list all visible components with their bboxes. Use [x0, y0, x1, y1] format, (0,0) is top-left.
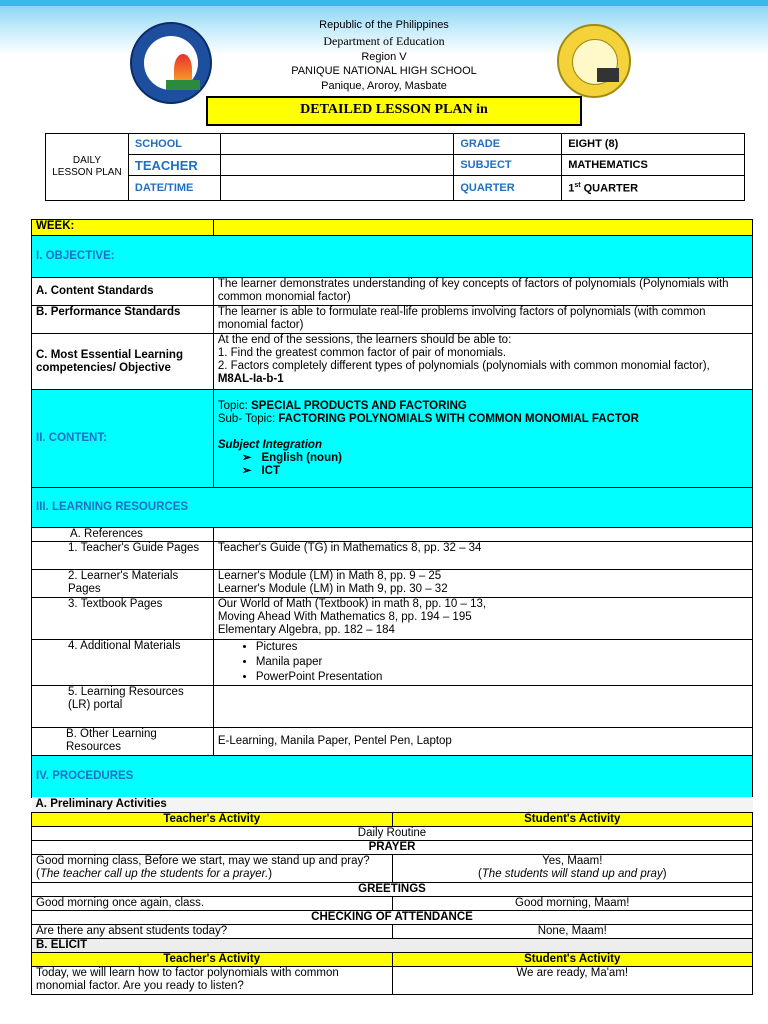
header-school: PANIQUE NATIONAL HIGH SCHOOL: [291, 65, 477, 77]
additional-materials-list: • Pictures • Manila paper • PowerPoint Presentation: [213, 640, 752, 686]
tg-text: Teacher's Guide (TG) in Mathematics 8, pp. 32 – 34: [213, 542, 752, 570]
greetings-heading: GREETINGS: [32, 882, 753, 896]
school-label: SCHOOL: [128, 134, 220, 155]
greetings-teacher: Good morning once again, class.: [32, 896, 393, 910]
procedures-table: [31, 797, 753, 995]
elicit-teacher-header: Teacher's Activity: [32, 952, 393, 966]
datetime-value: [220, 176, 453, 201]
content-section: II. CONTENT:: [32, 390, 214, 488]
other-resources-text: E-Learning, Manila Paper, Pentel Pen, Laptop: [213, 728, 752, 756]
references-label: A. References: [32, 528, 214, 542]
elicit-teacher: Today, we will learn how to factor polynomials with common monomial factor. Are you ready to listen?: [32, 966, 393, 994]
header-department: Department of Education: [323, 34, 445, 48]
prayer-teacher: Good morning class, Before we start, may we stand up and pray?(The teacher call up the students for a prayer.): [32, 854, 393, 882]
attendance-student: None, Maam!: [392, 924, 753, 938]
subject-value: MATHEMATICS: [562, 155, 745, 176]
elicit-student-header: Student's Activity: [392, 952, 753, 966]
teacher-value: [220, 155, 453, 176]
daily-routine: Daily Routine: [32, 826, 753, 840]
school-value: [220, 134, 453, 155]
resources-section: III. LEARNING RESOURCES: [32, 488, 753, 528]
competencies-label: C. Most Essential Learning competencies/ Objective: [32, 334, 214, 390]
elicit-student: We are ready, Ma'am!: [392, 966, 753, 994]
week-label: WEEK:: [32, 220, 214, 236]
other-resources-label: B. Other Learning Resources: [32, 728, 214, 756]
textbook-text: Our World of Math (Textbook) in math 8, pp. 10 – 13, Moving Ahead With Mathematics 8, pp. 194 – 195 Elementary Algebra, pp. 182 – 184: [213, 598, 752, 640]
grade-value: EIGHT (8): [562, 134, 745, 155]
subject-label: SUBJECT: [454, 155, 562, 176]
info-table: [45, 133, 745, 201]
procedures-section: IV. PROCEDURES: [32, 756, 753, 798]
header-address: Panique, Aroroy, Masbate: [321, 80, 447, 92]
lm-text: Learner's Module (LM) in Math 8, pp. 9 – 25 Learner's Module (LM) in Math 9, pp. 30 – 32: [213, 570, 752, 598]
tg-label: 1. Teacher's Guide Pages: [32, 542, 214, 570]
elicit-label: B. ELICIT: [32, 938, 753, 952]
preliminary-label: A. Preliminary Activities: [32, 797, 753, 812]
banner-stripe: [0, 0, 768, 6]
quarter-label: QUARTER: [454, 176, 562, 201]
integration-english: ➢ English (noun): [242, 452, 748, 465]
daily-lesson-plan-label: DAILY LESSON PLAN: [46, 134, 129, 201]
objective-section: I. OBJECTIVE:: [32, 236, 753, 278]
attendance-heading: CHECKING OF ATTENDANCE: [32, 910, 753, 924]
integration-ict: ➢ ICT: [242, 465, 748, 478]
greetings-student: Good morning, Maam!: [392, 896, 753, 910]
teacher-activity-header: Teacher's Activity: [32, 812, 393, 826]
header-republic: Republic of the Philippines: [319, 19, 449, 31]
performance-standards-text: The learner is able to formulate real-life problems involving factors of polynomials (with common monomial factor): [213, 306, 752, 334]
week-value: [213, 220, 752, 236]
quarter-value: 1st QUARTER: [562, 176, 745, 201]
lm-label: 2. Learner's Materials Pages: [32, 570, 214, 598]
grade-label: GRADE: [454, 134, 562, 155]
lr-portal-label: 5. Learning Resources (LR) portal: [32, 686, 214, 728]
page-title: DETAILED LESSON PLAN in: [206, 96, 582, 126]
attendance-teacher: Are there any absent students today?: [32, 924, 393, 938]
teacher-label: TEACHER: [128, 155, 220, 176]
content-standards-text: The learner demonstrates understanding of key concepts of factors of polynomials (Polynomials with common monomial factor): [213, 278, 752, 306]
prayer-heading: PRAYER: [32, 840, 753, 854]
textbook-label: 3. Textbook Pages: [32, 598, 214, 640]
header-region: Region V: [361, 51, 407, 63]
competencies-text: At the end of the sessions, the learners should be able to: 1. Find the greatest common factor of pair of monomials. 2. Factors completely different types of polynomials (polynomials with common monomial factor), M8AL-Ia-b-1: [213, 334, 752, 390]
content-standards-label: A. Content Standards: [32, 278, 214, 306]
student-activity-header: Student's Activity: [392, 812, 753, 826]
additional-materials-label: 4. Additional Materials: [32, 640, 214, 686]
content-topics: Topic: SPECIAL PRODUCTS AND FACTORING Sub- Topic: FACTORING POLYNOMIALS WITH COMMON MONOMIAL FACTOR Subject Integration ➢ English (noun) ➢ ICT: [213, 390, 752, 488]
datetime-label: DATE/TIME: [128, 176, 220, 201]
performance-standards-label: B. Performance Standards: [32, 306, 214, 334]
prayer-student: Yes, Maam! (The students will stand up and pray): [392, 854, 753, 882]
lesson-plan-table: [31, 219, 753, 798]
